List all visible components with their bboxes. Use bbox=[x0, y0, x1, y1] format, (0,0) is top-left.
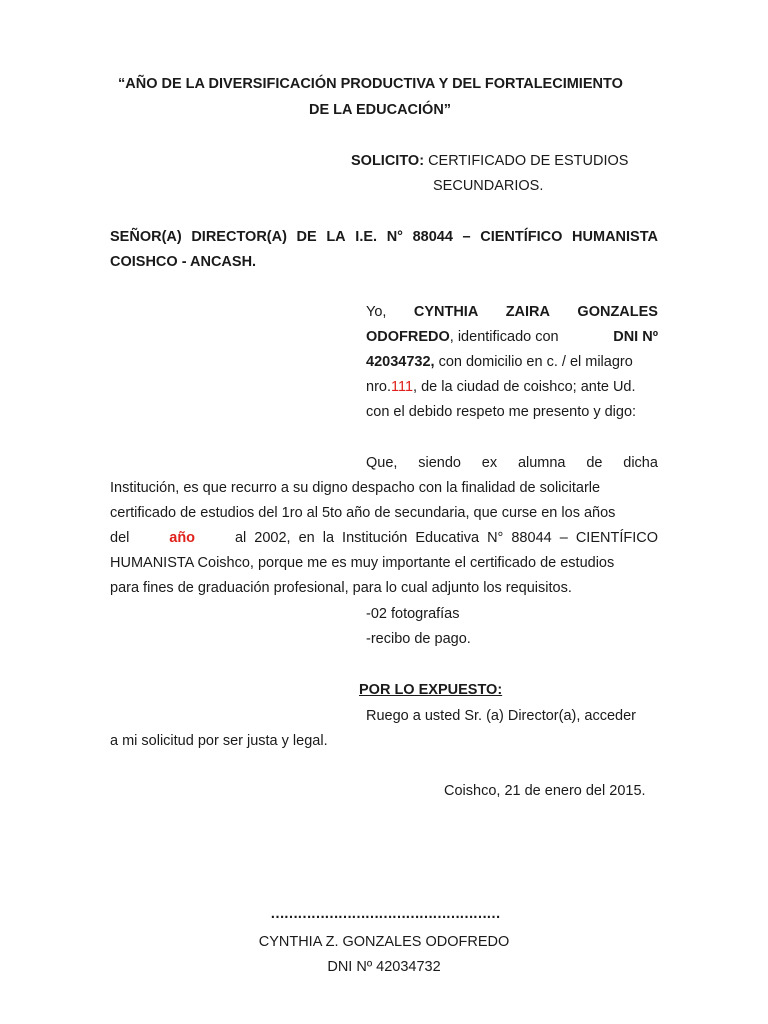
body-word: siendo bbox=[418, 455, 461, 471]
addressee-word: LA bbox=[326, 229, 346, 245]
addressee-word: DE bbox=[296, 229, 317, 245]
intro-dni-number: 42034732, bbox=[366, 354, 435, 370]
body-line2: Institución, es que recurro a su digno despacho con la finalidad de solicitarle bbox=[110, 480, 601, 496]
intro-house-number: 111 bbox=[391, 379, 414, 395]
solicito-text-line1: CERTIFICADO DE ESTUDIOS bbox=[428, 153, 629, 169]
addressee-line1 bbox=[110, 228, 658, 246]
intro-nro: nro. bbox=[366, 379, 391, 395]
solicito-label: SOLICITO: bbox=[351, 153, 425, 169]
intro-line2-text: , identificado con bbox=[449, 329, 563, 345]
intro-line5: con el debido respeto me presento y digo: bbox=[366, 404, 637, 420]
intro-line2 bbox=[366, 328, 658, 346]
intro-name-end: ODOFREDO bbox=[366, 329, 450, 345]
body-word: ex bbox=[481, 455, 498, 471]
intro-line1 bbox=[366, 303, 658, 321]
closing-date: Coishco, 21 de enero del 2015. bbox=[444, 783, 646, 799]
body-word: alumna bbox=[517, 455, 566, 471]
closing-heading: POR LO EXPUESTO: bbox=[359, 682, 503, 698]
solicito-text-line2: SECUNDARIOS. bbox=[433, 178, 544, 194]
body-line5: HUMANISTA Coishco, porque me es muy importante el certificado de estudios bbox=[110, 555, 615, 571]
addressee-word: N° bbox=[386, 229, 403, 245]
intro-name-word: GONZALES bbox=[577, 304, 658, 320]
intro-name-word: ZAIRA bbox=[505, 304, 551, 320]
body-word: de bbox=[586, 455, 603, 471]
requirement-receipt: -recibo de pago. bbox=[366, 631, 471, 647]
intro-line3-text: con domicilio en c. / el milagro bbox=[434, 354, 633, 370]
solicito-line1 bbox=[351, 152, 628, 170]
intro-name-word: CYNTHIA bbox=[413, 304, 479, 320]
intro-dni-label: DNI Nº bbox=[613, 329, 658, 345]
addressee-word: – bbox=[462, 229, 471, 245]
addressee-word: I.E. bbox=[355, 229, 378, 245]
body-line4 bbox=[110, 529, 658, 547]
intro-line3 bbox=[366, 353, 658, 371]
body-line3: certificado de estudios del 1ro al 5to año de secundaria, que curse en los años bbox=[110, 505, 616, 521]
signature-dni: DNI Nº 42034732 bbox=[327, 959, 441, 975]
requirement-photos: -02 fotografías bbox=[366, 606, 460, 622]
addressee-line2: COISHCO - ANCASH. bbox=[110, 254, 257, 270]
addressee-word: DIRECTOR(A) bbox=[191, 229, 287, 245]
body-line4-text: al 2002, en la Institución Educativa N° 88044 – CIENTÍFICO bbox=[234, 530, 658, 546]
intro-line4 bbox=[366, 378, 636, 396]
intro-line4-text: , de la ciudad de coishco; ante Ud. bbox=[413, 379, 636, 395]
body-line1 bbox=[366, 454, 658, 472]
closing-line1: Ruego a usted Sr. (a) Director(a), acceder bbox=[366, 708, 636, 724]
signature-name: CYNTHIA Z. GONZALES ODOFREDO bbox=[258, 934, 510, 950]
header-title-line2: DE LA EDUCACIÓN” bbox=[309, 102, 452, 118]
body-word: Que, bbox=[366, 455, 398, 471]
body-word: dicha bbox=[623, 455, 658, 471]
body-line4-ano: año bbox=[169, 530, 196, 546]
intro-yo: Yo, bbox=[366, 304, 387, 320]
addressee-word: SEÑOR(A) bbox=[110, 229, 182, 245]
header-title-line1: “AÑO DE LA DIVERSIFICACIÓN PRODUCTIVA Y DEL FORTALECIMIENTO bbox=[118, 76, 623, 92]
body-line6: para fines de graduación profesional, para lo cual adjunto los requisitos. bbox=[110, 580, 572, 596]
addressee-word: CIENTÍFICO bbox=[480, 229, 563, 245]
body-line4-del: del bbox=[110, 530, 130, 546]
signature-line: …………………………………………… bbox=[270, 906, 500, 922]
addressee-word: HUMANISTA bbox=[572, 229, 658, 245]
closing-line2: a mi solicitud por ser justa y legal. bbox=[110, 733, 328, 749]
addressee-word: 88044 bbox=[412, 229, 453, 245]
